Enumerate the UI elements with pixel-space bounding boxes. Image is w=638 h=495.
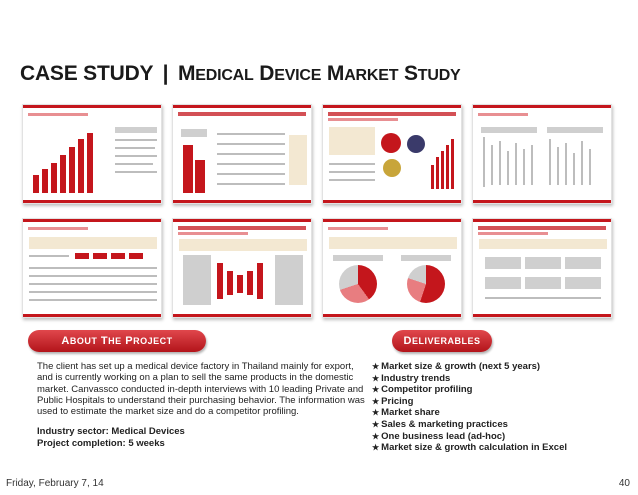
list-item: ★ Sales & marketing practices (372, 418, 508, 430)
thumbnail-market-share (322, 218, 462, 318)
page-number: 40 (618, 478, 630, 489)
star-icon: ★ (372, 408, 380, 418)
about-description: The client has set up a medical device factory in Thailand mainly for export, and is currently working on a plan to sell the same products in the domestic market. Canvassco conducted in-depth interviews with 10 leading Private and Public Hospitals to understand their purchasing behavior. The information was used to estimate the market size and do a competitor profiling. (37, 361, 365, 418)
slide-title (20, 62, 461, 86)
about-the-project-header: ABOUT THE PROJECT (28, 330, 206, 352)
list-item: ★ Pricing (372, 395, 414, 407)
project-completion: Project completion: 5 weeks (37, 437, 165, 449)
star-icon: ★ (372, 431, 380, 441)
list-item: ★ Market share (372, 407, 440, 419)
thumbnail-market-growth (22, 104, 162, 204)
title-subtitle: MEDICAL DEVICE MARKET STUDY (177, 62, 461, 85)
industry-sector: Industry sector: Medical Devices (37, 426, 185, 438)
list-item: ★ One business lead (ad-hoc) (372, 430, 506, 442)
star-icon: ★ (372, 362, 380, 371)
list-item: ★ Competitor profiling (372, 384, 473, 396)
star-icon: ★ (372, 419, 380, 429)
deliverables-list (372, 361, 567, 454)
thumbnail-industry-trends (322, 104, 462, 204)
title-main: CASE STUDY (20, 62, 153, 85)
thumbnail-distribution (472, 218, 612, 318)
about-section (37, 361, 367, 449)
list-item: ★ Market size & growth calculation in Excel (372, 442, 568, 454)
star-icon: ★ (372, 373, 380, 383)
thumbnail-price-range (472, 104, 612, 204)
footer-date: Friday, February 7, 14 (6, 478, 104, 489)
thumbnail-competitor-brands (22, 218, 162, 318)
star-icon: ★ (372, 443, 380, 453)
star-icon: ★ (372, 396, 380, 406)
list-item: ★ Market size & growth (next 5 years) (372, 361, 541, 372)
thumbnail-key-customers (172, 104, 312, 204)
deliverables-header: DELIVERABLES (392, 330, 492, 352)
slide-thumbnail-grid (18, 104, 620, 324)
thumbnail-sales-times (172, 218, 312, 318)
list-item: ★ Industry trends (372, 372, 451, 384)
star-icon: ★ (372, 385, 380, 395)
title-separator: | (162, 62, 169, 85)
